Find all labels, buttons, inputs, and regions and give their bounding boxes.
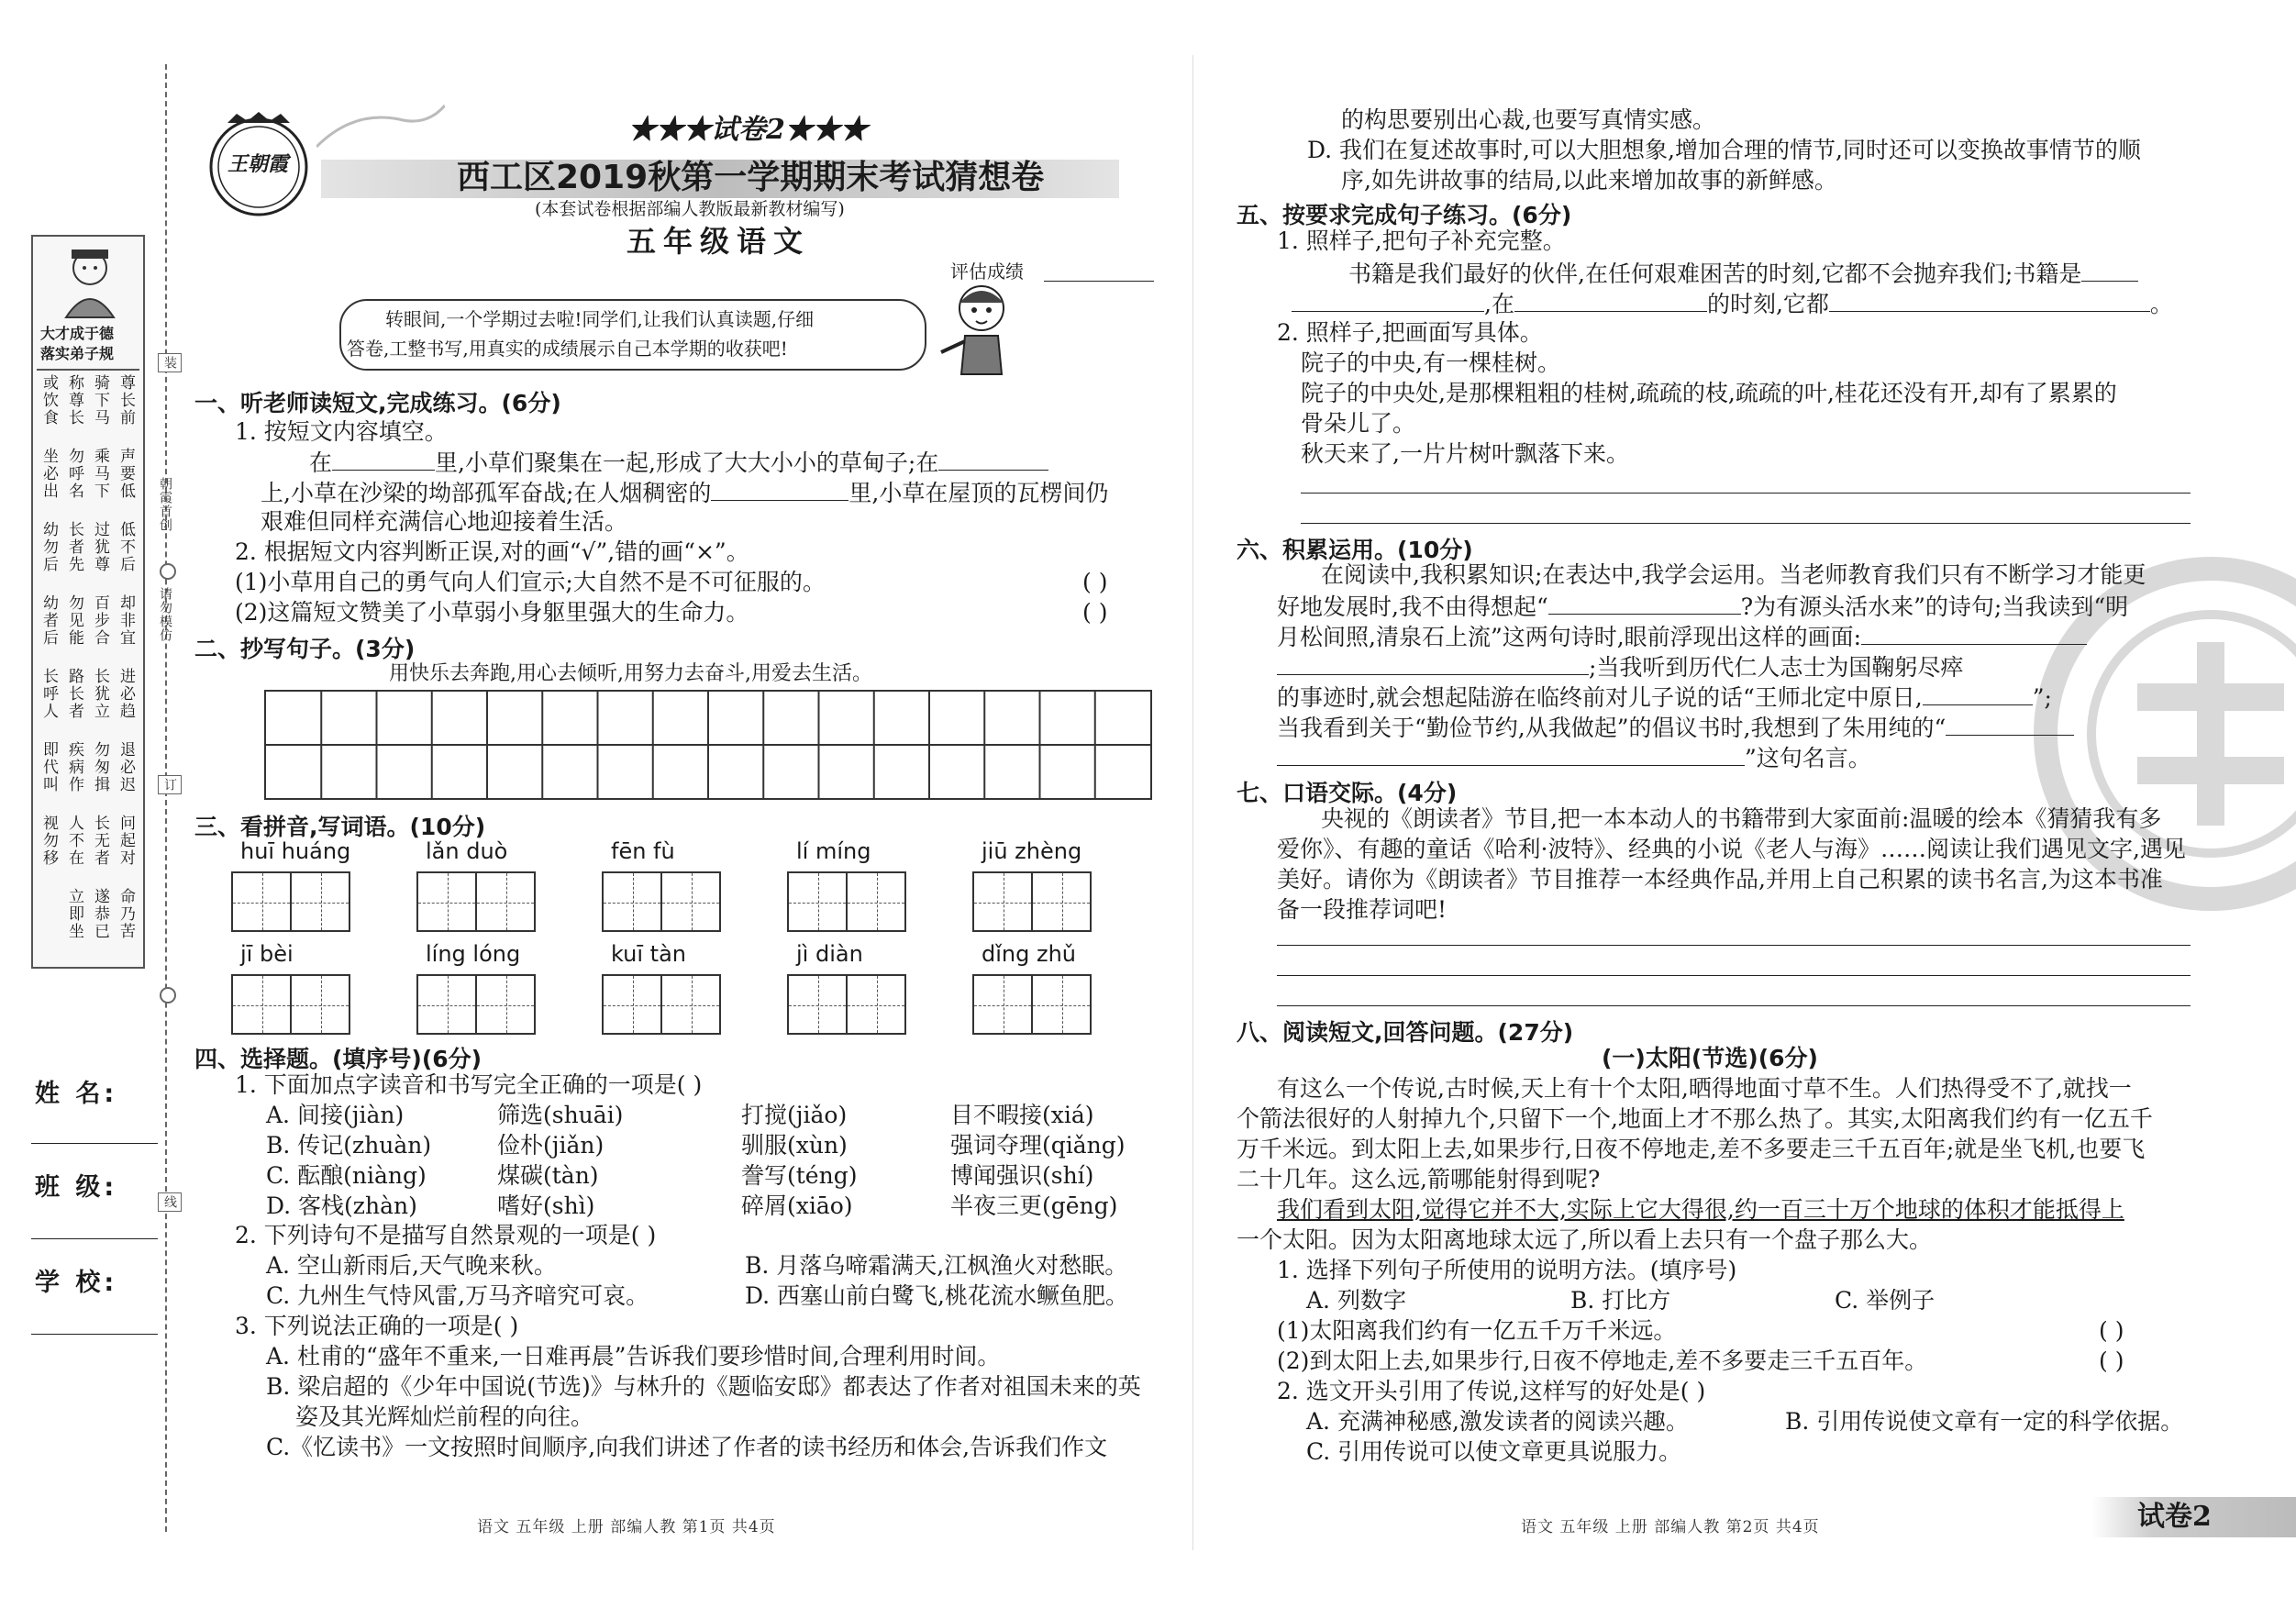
q8-qb-c: C. 引用传说可以使文章更具说服力。 — [1306, 1438, 1682, 1465]
q1-fill-a2: 里,小草们聚集在一起,形成了大大小小的草甸子;在 — [435, 449, 939, 476]
q6-l4-text: ;当我听到历代仁人志士为国鞠躬尽瘁 — [1589, 654, 1964, 681]
pinyin-label: líng lóng — [426, 941, 521, 967]
pinyin-label: huī huáng — [240, 838, 351, 864]
tianzige-box[interactable] — [972, 871, 1033, 932]
tianzige-box[interactable] — [846, 974, 906, 1035]
q7-answer-line-1[interactable] — [1277, 945, 2191, 946]
q6-l5 — [1277, 682, 2052, 712]
school-field[interactable] — [31, 1334, 158, 1335]
binding-mark-1: 装 — [158, 353, 182, 372]
dizigui-column: 立即坐 — [65, 888, 83, 940]
q8-qa-answer-1[interactable]: ( ) — [2099, 1317, 2124, 1344]
dizigui-column: 尊长前 — [116, 374, 135, 427]
q7-l2: 爱你》、有趣的童话《哈利·波特》、经典的小说《老人与海》……阅读让我们遇见文字,遇见 — [1277, 836, 2186, 862]
q5-s2-l3: 骨朵儿了。 — [1301, 410, 1416, 437]
scholar-figure-icon — [53, 244, 127, 321]
tianzige-box[interactable] — [290, 871, 350, 932]
q4-option-cell: 博闻强识(shí) — [950, 1162, 1094, 1189]
q6-l5-text: 的事迹时,就会想起陆游在临终前对儿子说的话“王师北定中原日, — [1277, 684, 1923, 711]
dizigui-column: 勿匆揖 — [91, 741, 109, 793]
dizigui-column: 视勿移 — [39, 815, 58, 867]
q1-fill-a1: 在 — [309, 449, 333, 476]
q1-judge-1: (1)小草用自己的勇气向人们宣示;大自然不是不可征服的。 — [235, 569, 826, 595]
tianzige-box[interactable] — [290, 974, 350, 1035]
dizigui-column: 坐必出 — [39, 448, 58, 500]
q1-fill-b1: 上,小草在沙梁的坳部孤军奋战;在人烟稠密的 — [261, 480, 712, 506]
q5-fill2: 的时刻,它都 — [1706, 291, 1829, 317]
tianzige-box[interactable] — [231, 871, 292, 932]
q4-option-cell: 碎屑(xiāo) — [741, 1192, 853, 1219]
q8-p2: 个箭法很好的人射掉九个,只留下一个,地面上才不那么热了。其实,太阳离我们约有一亿五千 — [1237, 1105, 2153, 1132]
tianzige-box[interactable] — [1031, 871, 1092, 932]
q4-option-cell: 驯服(xùn) — [741, 1132, 848, 1159]
page-divider — [1192, 55, 1193, 1550]
name-field[interactable] — [31, 1143, 158, 1144]
q4-option-cell: A. 间接(jiàn) — [266, 1102, 405, 1128]
score-field[interactable] — [1044, 281, 1154, 282]
q6-l6 — [1277, 713, 2074, 742]
q1-fill-c: 艰难但同样充满信心地迎接着生活。 — [261, 508, 628, 535]
q4-s1: 1. 下面加点字读音和书写完全正确的一项是( ) — [235, 1071, 703, 1098]
pinyin-label: lí míng — [796, 838, 871, 864]
q4-s2-a: A. 空山新雨后,天气晚来秋。 — [266, 1252, 557, 1279]
q8-qa-opt-a: A. 列数字 — [1306, 1287, 1406, 1314]
pinyin-label: jì diàn — [796, 941, 863, 967]
dizigui-column: 勿呼名 — [65, 448, 83, 500]
q5-s1-fill — [1292, 289, 2173, 318]
q8-p5: 我们看到太阳,觉得它并不大,实际上它大得很,约一百三十万个地球的体积才能抵得上 — [1277, 1196, 2124, 1223]
dizigui-column: 长者先 — [65, 521, 83, 573]
q2-sentence: 用快乐去奔跑,用心去倾听,用努力去奋斗,用爱去生活。 — [389, 662, 872, 685]
q4-option-cell: 目不暇接(xiá) — [950, 1102, 1094, 1128]
dizigui-column: 命乃苦 — [116, 888, 135, 940]
q7-answer-line-3[interactable] — [1277, 1005, 2191, 1006]
tianzige-box[interactable] — [602, 974, 662, 1035]
copy-grid-lines — [266, 692, 1150, 798]
q8-p1: 有这么一个传说,古时候,天上有十个太阳,晒得地面寸草不生。人们热得受不了,就找一 — [1277, 1075, 2132, 1102]
pinyin-label: jiū zhèng — [982, 838, 1082, 864]
binding-line — [165, 64, 167, 1532]
dizigui-column: 即代叫 — [39, 741, 58, 793]
pinyin-label: kuī tàn — [611, 941, 686, 967]
q8-qa-opt-c: C. 举例子 — [1835, 1287, 1936, 1314]
q1-sub1: 1. 按短文内容填空。 — [235, 418, 448, 445]
q6-blank-6[interactable] — [1277, 743, 1745, 766]
q6-l3 — [1277, 622, 2087, 651]
q4-option-cell: C. 酝酿(niàng) — [266, 1162, 427, 1189]
q5-s2-l1: 院子的中央,有一棵桂树。 — [1301, 349, 1560, 376]
q1-title: 一、听老师读短文,完成练习。(6分) — [194, 390, 561, 416]
q4-title: 四、选择题。(填序号)(6分) — [194, 1046, 482, 1072]
sidebar-divider — [37, 369, 139, 371]
q4-s3-c2: 的构思要别出心裁,也要写真情实感。 — [1341, 106, 1715, 133]
q5-blank-2[interactable] — [1292, 289, 1484, 312]
q1-sub2: 2. 根据短文内容判断正误,对的画“√”,错的画“×”。 — [235, 538, 749, 565]
tianzige-box[interactable] — [602, 871, 662, 932]
class-field[interactable] — [31, 1238, 158, 1239]
q4-option-cell: B. 传记(zhuàn) — [266, 1132, 432, 1159]
q8-qa-answer-2[interactable]: ( ) — [2099, 1347, 2124, 1374]
q5-example-text: 书籍是我们最好的伙伴,在任何艰难困苦的时刻,它都不会抛弃我们;书籍是 — [1348, 261, 2082, 287]
tianzige-box[interactable] — [787, 871, 848, 932]
binding-hole-1 — [160, 563, 176, 580]
pinyin-label: dǐng zhǔ — [982, 941, 1076, 967]
dizigui-column: 路长者 — [65, 668, 83, 720]
q4-s3-a: A. 杜甫的“盛年不重来,一日难再晨”告诉我们要珍惜时间,合理利用时间。 — [266, 1343, 1001, 1370]
q7-title: 七、口语交际。(4分) — [1237, 780, 1458, 806]
q5-blank-4[interactable] — [1829, 289, 2150, 312]
q4-option-cell: 半夜三更(gēng) — [950, 1192, 1118, 1219]
dizigui-column: 人不在 — [65, 815, 83, 867]
q4-option-cell: D. 客栈(zhàn) — [266, 1192, 417, 1219]
dizigui-column: 问起对 — [116, 815, 135, 867]
q8-p6: 一个太阳。因为太阳离地球太远了,所以看上去只有一个盘子那么大。 — [1237, 1226, 1932, 1253]
q2-title: 二、抄写句子。(3分) — [194, 636, 416, 662]
q4-s2-c: C. 九州生气恃风雷,万马齐喑究可哀。 — [266, 1282, 649, 1309]
q8-qb-a: A. 充满神秘感,激发读者的阅读兴趣。 — [1306, 1408, 1689, 1435]
q1-judge-2: (2)这篇短文赞美了小草弱小身躯里强大的生命力。 — [235, 599, 749, 626]
q6-l5b: ”; — [2032, 684, 2052, 711]
school-label: 学 校: — [35, 1269, 118, 1297]
q6-l2b: ?为有源头活水来”的诗句;当我读到“明 — [1740, 593, 2129, 620]
dizigui-column: 勿见能 — [65, 594, 83, 647]
tianzige-box[interactable] — [231, 974, 292, 1035]
q6-blank-4[interactable] — [1923, 682, 2033, 705]
q4-s2-d: D. 西塞山前白鹭飞,桃花流水鳜鱼肥。 — [745, 1282, 1128, 1309]
pinyin-label: jī bèi — [240, 941, 294, 967]
dizigui-column: 声要低 — [116, 448, 135, 500]
score-label: 评估成绩 — [950, 261, 1024, 283]
q6-l3-text: 月松间照,清泉石上流”这两句诗时,眼前浮现出这样的画面: — [1277, 624, 1862, 650]
tianzige-box[interactable] — [1031, 974, 1092, 1035]
q5-s2: 2. 照样子,把画面写具体。 — [1277, 319, 1543, 346]
q4-s3-c1: C.《忆读书》一文按照时间顺序,向我们讲述了作者的读书经历和体会,告诉我们作文 — [266, 1434, 1108, 1460]
q6-l4 — [1277, 652, 1963, 682]
grade-title: 五年级语文 — [627, 224, 811, 259]
dizigui-column: 疾病作 — [65, 741, 83, 793]
q1-blank-2[interactable] — [938, 448, 1048, 471]
binding-hole-2 — [160, 987, 176, 1004]
q5-blank-1[interactable] — [2081, 259, 2138, 282]
footer-tag: 试卷2 — [2137, 1501, 2212, 1533]
q8-qb: 2. 选文开头引用了传说,这样写的好处是( ) — [1277, 1378, 1706, 1404]
dizigui-column: 遂恭已 — [91, 888, 109, 940]
q6-title: 六、积累运用。(10分) — [1237, 537, 1473, 563]
dizigui-column: 称尊长 — [65, 374, 83, 427]
q5-s1: 1. 照样子,把句子补充完整。 — [1277, 227, 1566, 254]
banner-ribbon-decor — [316, 101, 445, 156]
speech-line1: 转眼间,一个学期过去啦!同学们,让我们认真读题,仔细 — [385, 308, 815, 330]
q4-option-cell: 强词夺理(qiǎng) — [950, 1132, 1126, 1159]
copy-grid[interactable] — [264, 690, 1152, 800]
q1-fill-line-b — [261, 478, 1108, 507]
tianzige-box[interactable] — [787, 974, 848, 1035]
q6-blank-1[interactable] — [1548, 592, 1741, 615]
q4-option-cell: 打搅(jiǎo) — [741, 1102, 848, 1128]
q1-answer-2[interactable]: ( ) — [1082, 599, 1108, 626]
tianzige-box[interactable] — [660, 974, 721, 1035]
dizigui-column: 退必迟 — [116, 741, 135, 793]
q4-s2: 2. 下列诗句不是描写自然景观的一项是( ) — [235, 1222, 657, 1248]
dizigui-column: 骑下马 — [91, 374, 109, 427]
q5-answer-line-2[interactable] — [1301, 523, 2191, 524]
q7-l3: 美好。请你为《朗读者》节目推荐一本经典作品,并用上自己积累的读书名言,为这本书准 — [1277, 866, 2163, 893]
dizigui-column: 长呼人 — [39, 668, 58, 720]
q1-fill-line-a — [309, 448, 1048, 477]
q5-fill-end: 。 — [2149, 291, 2173, 317]
dizigui-column: 低不后 — [116, 521, 135, 573]
motto-line2: 落实弟子规 — [40, 345, 115, 362]
tianzige-box[interactable] — [846, 871, 906, 932]
q6-l2a: 好地发展时,我不由得想起“ — [1277, 593, 1548, 620]
speech-line2: 答卷,工整书写,用真实的成绩展示自己本学期的收获吧! — [347, 338, 788, 360]
q4-option-cell: 俭朴(jiǎn) — [497, 1132, 605, 1159]
pinyin-label: fēn fù — [611, 838, 675, 864]
q7-l4: 备一段推荐词吧! — [1277, 896, 1447, 923]
q4-s3-d1: D. 我们在复述故事时,可以大胆想象,增加合理的情节,同时还可以变换故事情节的顺 — [1307, 137, 2141, 163]
student-cartoon-icon — [936, 275, 1027, 376]
q7-l1: 央视的《朗读者》节目,把一本本动人的书籍带到大家面前:温暖的绘本《猜猜我有多 — [1321, 805, 2162, 832]
logo-emblem — [200, 110, 317, 220]
binding-note-2: 请勿模仿 — [158, 587, 172, 642]
q6-l2 — [1277, 592, 2128, 621]
exam-title: 西工区2019秋第一学期期末考试猜想卷 — [457, 159, 1045, 196]
binding-mark-3: 线 — [158, 1192, 182, 1212]
q4-s3-b1: B. 梁启超的《少年中国说(节选)》与林升的《题临安邸》都表达了作者对祖国未来的英 — [266, 1373, 1141, 1400]
q8-p4: 二十几年。这么远,箭哪能射得到呢? — [1237, 1166, 1601, 1192]
q6-blank-3[interactable] — [1277, 652, 1589, 675]
q1-blank-1[interactable] — [332, 448, 435, 471]
exam-subtitle: (本套试卷根据部编人教版最新教材编写) — [535, 199, 845, 219]
q8-title: 八、阅读短文,回答问题。(27分) — [1237, 1019, 1574, 1046]
q3-title: 三、看拼音,写词语。(10分) — [194, 814, 486, 840]
q5-s2-l2: 院子的中央处,是那棵粗粗的桂树,疏疏的枝,疏疏的叶,桂花还没有开,却有了累累的 — [1301, 380, 2117, 406]
q6-l7 — [1277, 743, 1871, 772]
footer-right: 语文 五年级 上册 部编人教 第2页 共4页 — [1521, 1518, 1820, 1536]
q5-s2-l4: 秋天来了,一片片树叶飘落下来。 — [1301, 440, 1629, 467]
tianzige-box[interactable] — [972, 974, 1033, 1035]
q4-s3-b2: 姿及其光辉灿烂前程的向往。 — [295, 1403, 594, 1430]
q6-l6-text: 当我看到关于“勤俭节约,从我做起”的倡议书时,我想到了朱用纯的“ — [1277, 715, 1947, 741]
q4-option-cell: 誊写(téng) — [741, 1162, 858, 1189]
q1-fill-b2: 里,小草在屋顶的瓦楞间仍 — [849, 480, 1109, 506]
q1-blank-3[interactable] — [711, 478, 849, 501]
q4-s2-b: B. 月落乌啼霜满天,江枫渔火对愁眠。 — [745, 1252, 1128, 1279]
tianzige-box[interactable] — [475, 974, 536, 1035]
q8-qa-1: (1)太阳离我们约有一亿五千万千米远。 — [1277, 1317, 1677, 1344]
q4-option-cell: 嗜好(shì) — [497, 1192, 595, 1219]
footer-left: 语文 五年级 上册 部编人教 第1页 共4页 — [477, 1518, 776, 1536]
dizigui-column: 长无者 — [91, 815, 109, 867]
q8-p3: 万千米远。到太阳上去,如果步行,日夜不停地走,差不多要走三千五百年;就是坐飞机,也要飞 — [1237, 1136, 2146, 1162]
tianzige-box[interactable] — [475, 871, 536, 932]
q5-blank-3[interactable] — [1514, 289, 1707, 312]
class-label: 班 级: — [35, 1173, 118, 1202]
watermark-seal — [2027, 550, 2296, 917]
q6-l7-text: ”这句名言。 — [1745, 745, 1871, 771]
q8-qa: 1. 选择下列句子所使用的说明方法。(填序号) — [1277, 1257, 1737, 1283]
q8-qa-2: (2)到太阳上去,如果步行,日夜不停地走,差不多要走三千五百年。 — [1277, 1347, 1928, 1374]
q5-s1-example — [1348, 259, 2138, 288]
tianzige-box[interactable] — [416, 871, 477, 932]
motto-line1: 大才成于德 — [40, 325, 115, 342]
q5-fill1: ,在 — [1484, 291, 1514, 317]
q8-sub-title: (一)太阳(节选)(6分) — [1602, 1045, 1818, 1071]
paper-tag: ★★★试卷2★★★ — [628, 114, 868, 146]
dizigui-column: 幼者后 — [39, 594, 58, 647]
q5-answer-line-1[interactable] — [1301, 493, 2191, 494]
q8-qb-b: B. 引用传说使文章有一定的科学依据。 — [1785, 1408, 2184, 1435]
q7-answer-line-2[interactable] — [1277, 975, 2191, 976]
name-label: 姓 名: — [35, 1080, 118, 1108]
q5-title: 五、按要求完成句子练习。(6分) — [1237, 202, 1572, 228]
tianzige-box[interactable] — [416, 974, 477, 1035]
q1-answer-1[interactable]: ( ) — [1082, 569, 1108, 595]
dizigui-column: 或饮食 — [39, 374, 58, 427]
dizigui-column: 长犹立 — [91, 668, 109, 720]
dizigui-column: 过犹尊 — [91, 521, 109, 573]
q6-l1: 在阅读中,我积累知识;在表达中,我学会运用。当老师教育我们只有不断学习才能更 — [1321, 561, 2146, 588]
q4-option-cell: 煤碳(tàn) — [497, 1162, 599, 1189]
dizigui-column: 进必趋 — [116, 668, 135, 720]
binding-mark-2: 订 — [158, 775, 182, 794]
q4-s3: 3. 下列说法正确的一项是( ) — [235, 1313, 519, 1339]
q4-option-cell: 筛选(shuāi) — [497, 1102, 624, 1128]
q8-qa-opt-b: B. 打比方 — [1570, 1287, 1671, 1314]
tianzige-box[interactable] — [660, 871, 721, 932]
logo-text: 王朝霞 — [227, 152, 289, 176]
dizigui-column: 乘马下 — [91, 448, 109, 500]
dizigui-column: 幼勿后 — [39, 521, 58, 573]
dizigui-column: 百步合 — [91, 594, 109, 647]
binding-note-1: 朝霞首创 — [158, 477, 172, 532]
q4-s3-d2: 序,如先讲故事的结局,以此来增加故事的新鲜感。 — [1341, 167, 1837, 194]
pinyin-label: lǎn duò — [426, 838, 508, 864]
dizigui-column: 却非宜 — [116, 594, 135, 647]
